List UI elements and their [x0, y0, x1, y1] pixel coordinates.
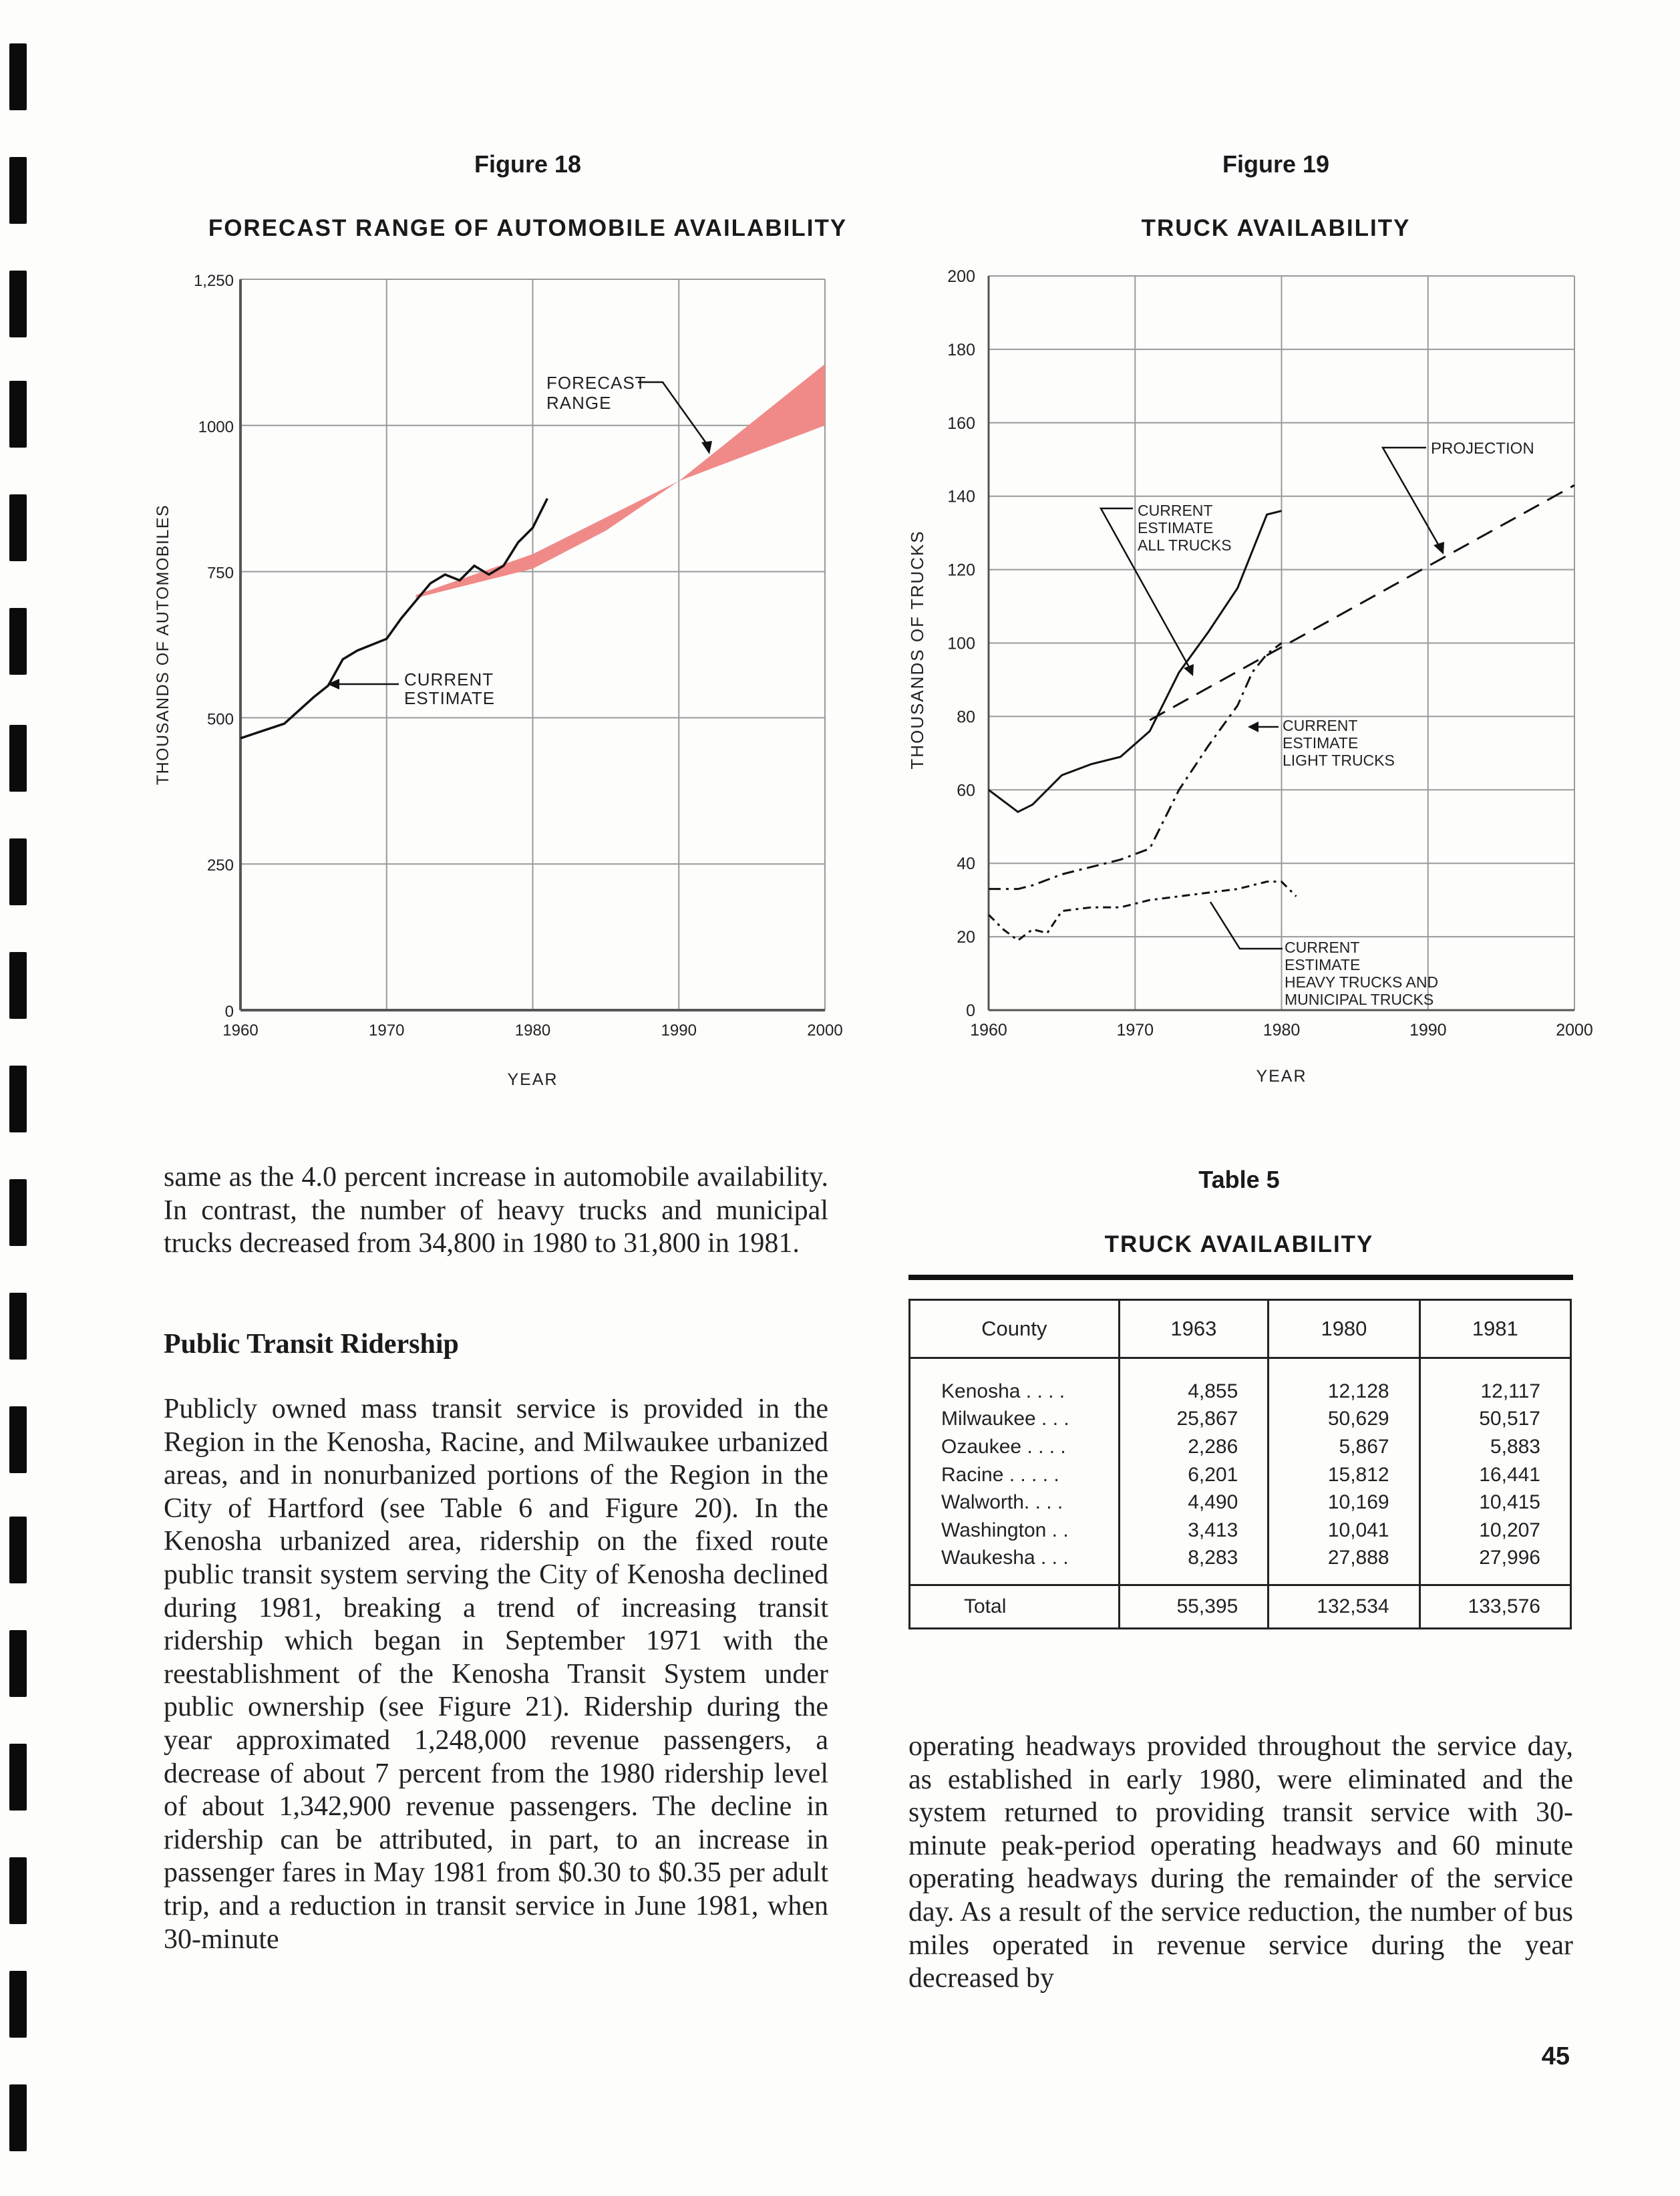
county-name: Ozaukee . . . .: [910, 1433, 1120, 1461]
header-county: County: [910, 1300, 1120, 1358]
heavy-trucks-label: CURRENT: [1285, 939, 1360, 956]
projection-line: [1150, 485, 1574, 720]
y-axis-label: THOUSANDS OF TRUCKS: [907, 530, 927, 770]
binder-hole: [9, 1857, 27, 1924]
figure18-label: Figure 18: [474, 150, 582, 178]
heavy-trucks-leader: [1210, 902, 1283, 949]
x-tick-label: 1960: [970, 1021, 1007, 1040]
left-column-continued: [164, 1393, 828, 1956]
binder-hole: [9, 2084, 27, 2151]
current-estimate-label: CURRENT: [404, 669, 494, 689]
header-1963: 1963: [1119, 1300, 1269, 1358]
y-tick-label: 60: [957, 781, 975, 800]
table-row: [910, 1488, 1571, 1517]
table-row: [910, 1433, 1571, 1461]
binder-hole: [9, 608, 27, 675]
value-1963: 6,201: [1119, 1461, 1269, 1489]
forecast-range-label: RANGE: [546, 393, 612, 413]
paragraph-automobile-availability: same as the 4.0 percent increase in automobile availability. In contrast, the number of heavy trucks and municipal trucks decreased from 34,800 in 1980 to 31,800 in 1981.: [164, 1162, 828, 1259]
value-1981: 50,517: [1419, 1406, 1570, 1434]
binder-hole: [9, 157, 27, 224]
figure19-title: TRUCK AVAILABILITY: [1141, 215, 1411, 241]
table5-label: Table 5: [1198, 1166, 1280, 1193]
current-estimate-line: [240, 498, 547, 738]
value-1963: 8,283: [1119, 1545, 1269, 1585]
value-1980: 5,867: [1269, 1433, 1419, 1461]
value-1963: 4,855: [1119, 1358, 1269, 1406]
value-1980: 12,128: [1269, 1358, 1419, 1406]
x-tick-label: 1980: [1263, 1021, 1301, 1040]
binder-hole: [9, 43, 27, 110]
value-1981: 5,883: [1419, 1433, 1570, 1461]
table-row: [910, 1358, 1571, 1406]
arrow-head: [701, 441, 712, 454]
total-label: Total: [910, 1585, 1120, 1629]
value-1980: 50,629: [1269, 1406, 1419, 1434]
paragraph-public-transit: Publicly owned mass transit service is provided in the Region in the Kenosha, Racine, and Milwaukee urbanized areas, and in nonurbanized portions of the Region in the City of Hartford (see Table 6 and Figure 20). In the Kenosha urbanized area, ridership on the fixed route public transit system serving the City of Kenosha declined during 1981, breaking a trend of increasing transit ridership which began in September 1971 with the reestablishment of the Kenosha Transit System under public ownership (see Figure 21). Ridership during the year approximated 1,248,000 revenue passengers, a decrease of about 7 percent from the 1980 ridership level of about 1,342,900 revenue passengers. The decline in ridership can be attributed, in part, to an increase in passenger fares in May 1981 from $0.30 to $0.35 per adult trip, and a reduction in transit service in June 1981, when 30-minute: [164, 1394, 828, 1955]
x-tick-label: 1980: [514, 1022, 551, 1040]
binder-hole: [9, 1744, 27, 1811]
light-trucks-label: CURRENT: [1283, 717, 1358, 734]
value-1963: 3,413: [1119, 1517, 1269, 1545]
county-name: Milwaukee . . .: [910, 1406, 1120, 1434]
binder-hole: [9, 271, 27, 337]
table-total-row: [910, 1585, 1571, 1629]
arrow-head: [1434, 542, 1444, 555]
y-tick-label: 160: [947, 414, 975, 433]
all-trucks-label: CURRENT: [1138, 502, 1213, 519]
forecast-range-label: FORECAST: [546, 373, 647, 393]
table5: [908, 1299, 1572, 1629]
binder-hole: [9, 1406, 27, 1473]
forecast-range-band: [416, 364, 826, 598]
forecast-range-leader: [638, 382, 709, 448]
binder-hole: [9, 1179, 27, 1246]
binder-hole: [9, 381, 27, 448]
y-tick-label: 200: [947, 267, 975, 286]
value-1981: 16,441: [1419, 1461, 1570, 1489]
table-row: [910, 1461, 1571, 1489]
figure19-label: Figure 19: [1222, 150, 1330, 178]
table-row: [910, 1517, 1571, 1545]
county-name: Waukesha . . .: [910, 1545, 1120, 1585]
value-1980: 15,812: [1269, 1461, 1419, 1489]
y-tick-label: 140: [947, 487, 975, 506]
all-trucks-label: ESTIMATE: [1138, 519, 1214, 536]
value-1963: 4,490: [1119, 1488, 1269, 1517]
y-tick-label: 750: [206, 564, 234, 583]
page-number: 45: [1541, 2042, 1570, 2070]
binder-hole: [9, 1066, 27, 1132]
current-estimate-label: ESTIMATE: [404, 688, 496, 708]
table-row: [910, 1406, 1571, 1434]
y-tick-label: 1000: [198, 418, 234, 436]
x-tick-label: 1970: [1116, 1021, 1154, 1040]
x-tick-label: 2000: [1556, 1021, 1593, 1040]
table5-rule: [908, 1275, 1573, 1280]
binder-hole: [9, 1630, 27, 1697]
heavy-trucks-line: [989, 882, 1296, 941]
county-name: Racine . . . . .: [910, 1461, 1120, 1489]
right-column: [908, 1730, 1573, 1996]
binder-hole: [9, 838, 27, 905]
y-tick-label: 100: [947, 634, 975, 653]
value-1981: 10,207: [1419, 1517, 1570, 1545]
light-trucks-label: ESTIMATE: [1283, 734, 1359, 752]
value-1980: 10,169: [1269, 1488, 1419, 1517]
total-1963: 55,395: [1119, 1585, 1269, 1629]
value-1981: 10,415: [1419, 1488, 1570, 1517]
binder-hole: [9, 725, 27, 792]
heavy-trucks-label: ESTIMATE: [1285, 956, 1361, 973]
heavy-trucks-label: MUNICIPAL TRUCKS: [1285, 991, 1434, 1008]
arrow-head: [1248, 722, 1258, 732]
light-trucks-label: LIGHT TRUCKS: [1283, 752, 1395, 769]
binder-hole: [9, 1517, 27, 1583]
y-tick-label: 0: [224, 1003, 234, 1021]
table-header-row: [910, 1300, 1571, 1358]
arrow-head: [327, 679, 339, 689]
y-tick-label: 0: [966, 1001, 975, 1020]
binder-hole: [9, 494, 27, 561]
x-tick-label: 1960: [222, 1022, 259, 1040]
all-trucks-label: ALL TRUCKS: [1138, 536, 1232, 554]
y-tick-label: 80: [957, 708, 975, 727]
value-1981: 27,996: [1419, 1545, 1570, 1585]
heavy-trucks-label: HEAVY TRUCKS AND: [1285, 973, 1439, 991]
y-tick-label: 40: [957, 854, 975, 874]
total-1980: 132,534: [1269, 1585, 1419, 1629]
binder-hole: [9, 1971, 27, 2038]
x-tick-label: 2000: [807, 1022, 843, 1040]
county-name: Washington . .: [910, 1517, 1120, 1545]
value-1980: 27,888: [1269, 1545, 1419, 1585]
value-1981: 12,117: [1419, 1358, 1570, 1406]
projection-leader: [1383, 448, 1440, 548]
y-tick-label: 120: [947, 561, 975, 580]
section-heading-public-transit: Public Transit Ridership: [164, 1329, 459, 1360]
y-tick-label: 180: [947, 340, 975, 359]
figure18-title: FORECAST RANGE OF AUTOMOBILE AVAILABILITY: [208, 215, 848, 241]
x-tick-label: 1970: [369, 1022, 405, 1040]
y-tick-label: 20: [957, 928, 975, 947]
value-1963: 2,286: [1119, 1433, 1269, 1461]
binder-margin: [0, 0, 40, 2196]
binder-hole: [9, 1293, 27, 1360]
x-axis-label: YEAR: [507, 1070, 558, 1089]
county-name: Walworth. . . .: [910, 1488, 1120, 1517]
value-1963: 25,867: [1119, 1406, 1269, 1434]
table5-grid: [908, 1299, 1572, 1629]
y-tick-label: 1,250: [193, 272, 234, 290]
county-name: Kenosha . . . .: [910, 1358, 1120, 1406]
automobile-availability-chart: [140, 261, 848, 1089]
projection-label: PROJECTION: [1431, 440, 1534, 458]
value-1980: 10,041: [1269, 1517, 1419, 1545]
x-tick-label: 1990: [1409, 1021, 1447, 1040]
left-column: [164, 1161, 828, 1261]
total-1981: 133,576: [1419, 1585, 1570, 1629]
table5-title: TRUCK AVAILABILITY: [1104, 1231, 1374, 1257]
header-1980: 1980: [1269, 1300, 1419, 1358]
truck-availability-chart: [888, 261, 1650, 1089]
binder-hole: [9, 952, 27, 1019]
y-tick-label: 250: [206, 856, 234, 875]
x-axis-label: YEAR: [1256, 1067, 1307, 1086]
y-tick-label: 500: [206, 710, 234, 729]
header-1981: 1981: [1419, 1300, 1570, 1358]
x-tick-label: 1990: [661, 1022, 697, 1040]
table-row: [910, 1545, 1571, 1585]
y-axis-label: THOUSANDS OF AUTOMOBILES: [154, 504, 172, 786]
paragraph-service-reduction: operating headways provided throughout the service day, as established in early 1980, were eliminated and the system returned to providing transit service with 30-minute peak-period operating headways and 60 minute operating headways during the remainder of the service day. As a result of the service reduction, the number of bus miles operated in revenue service during the year decreased by: [908, 1731, 1573, 1994]
